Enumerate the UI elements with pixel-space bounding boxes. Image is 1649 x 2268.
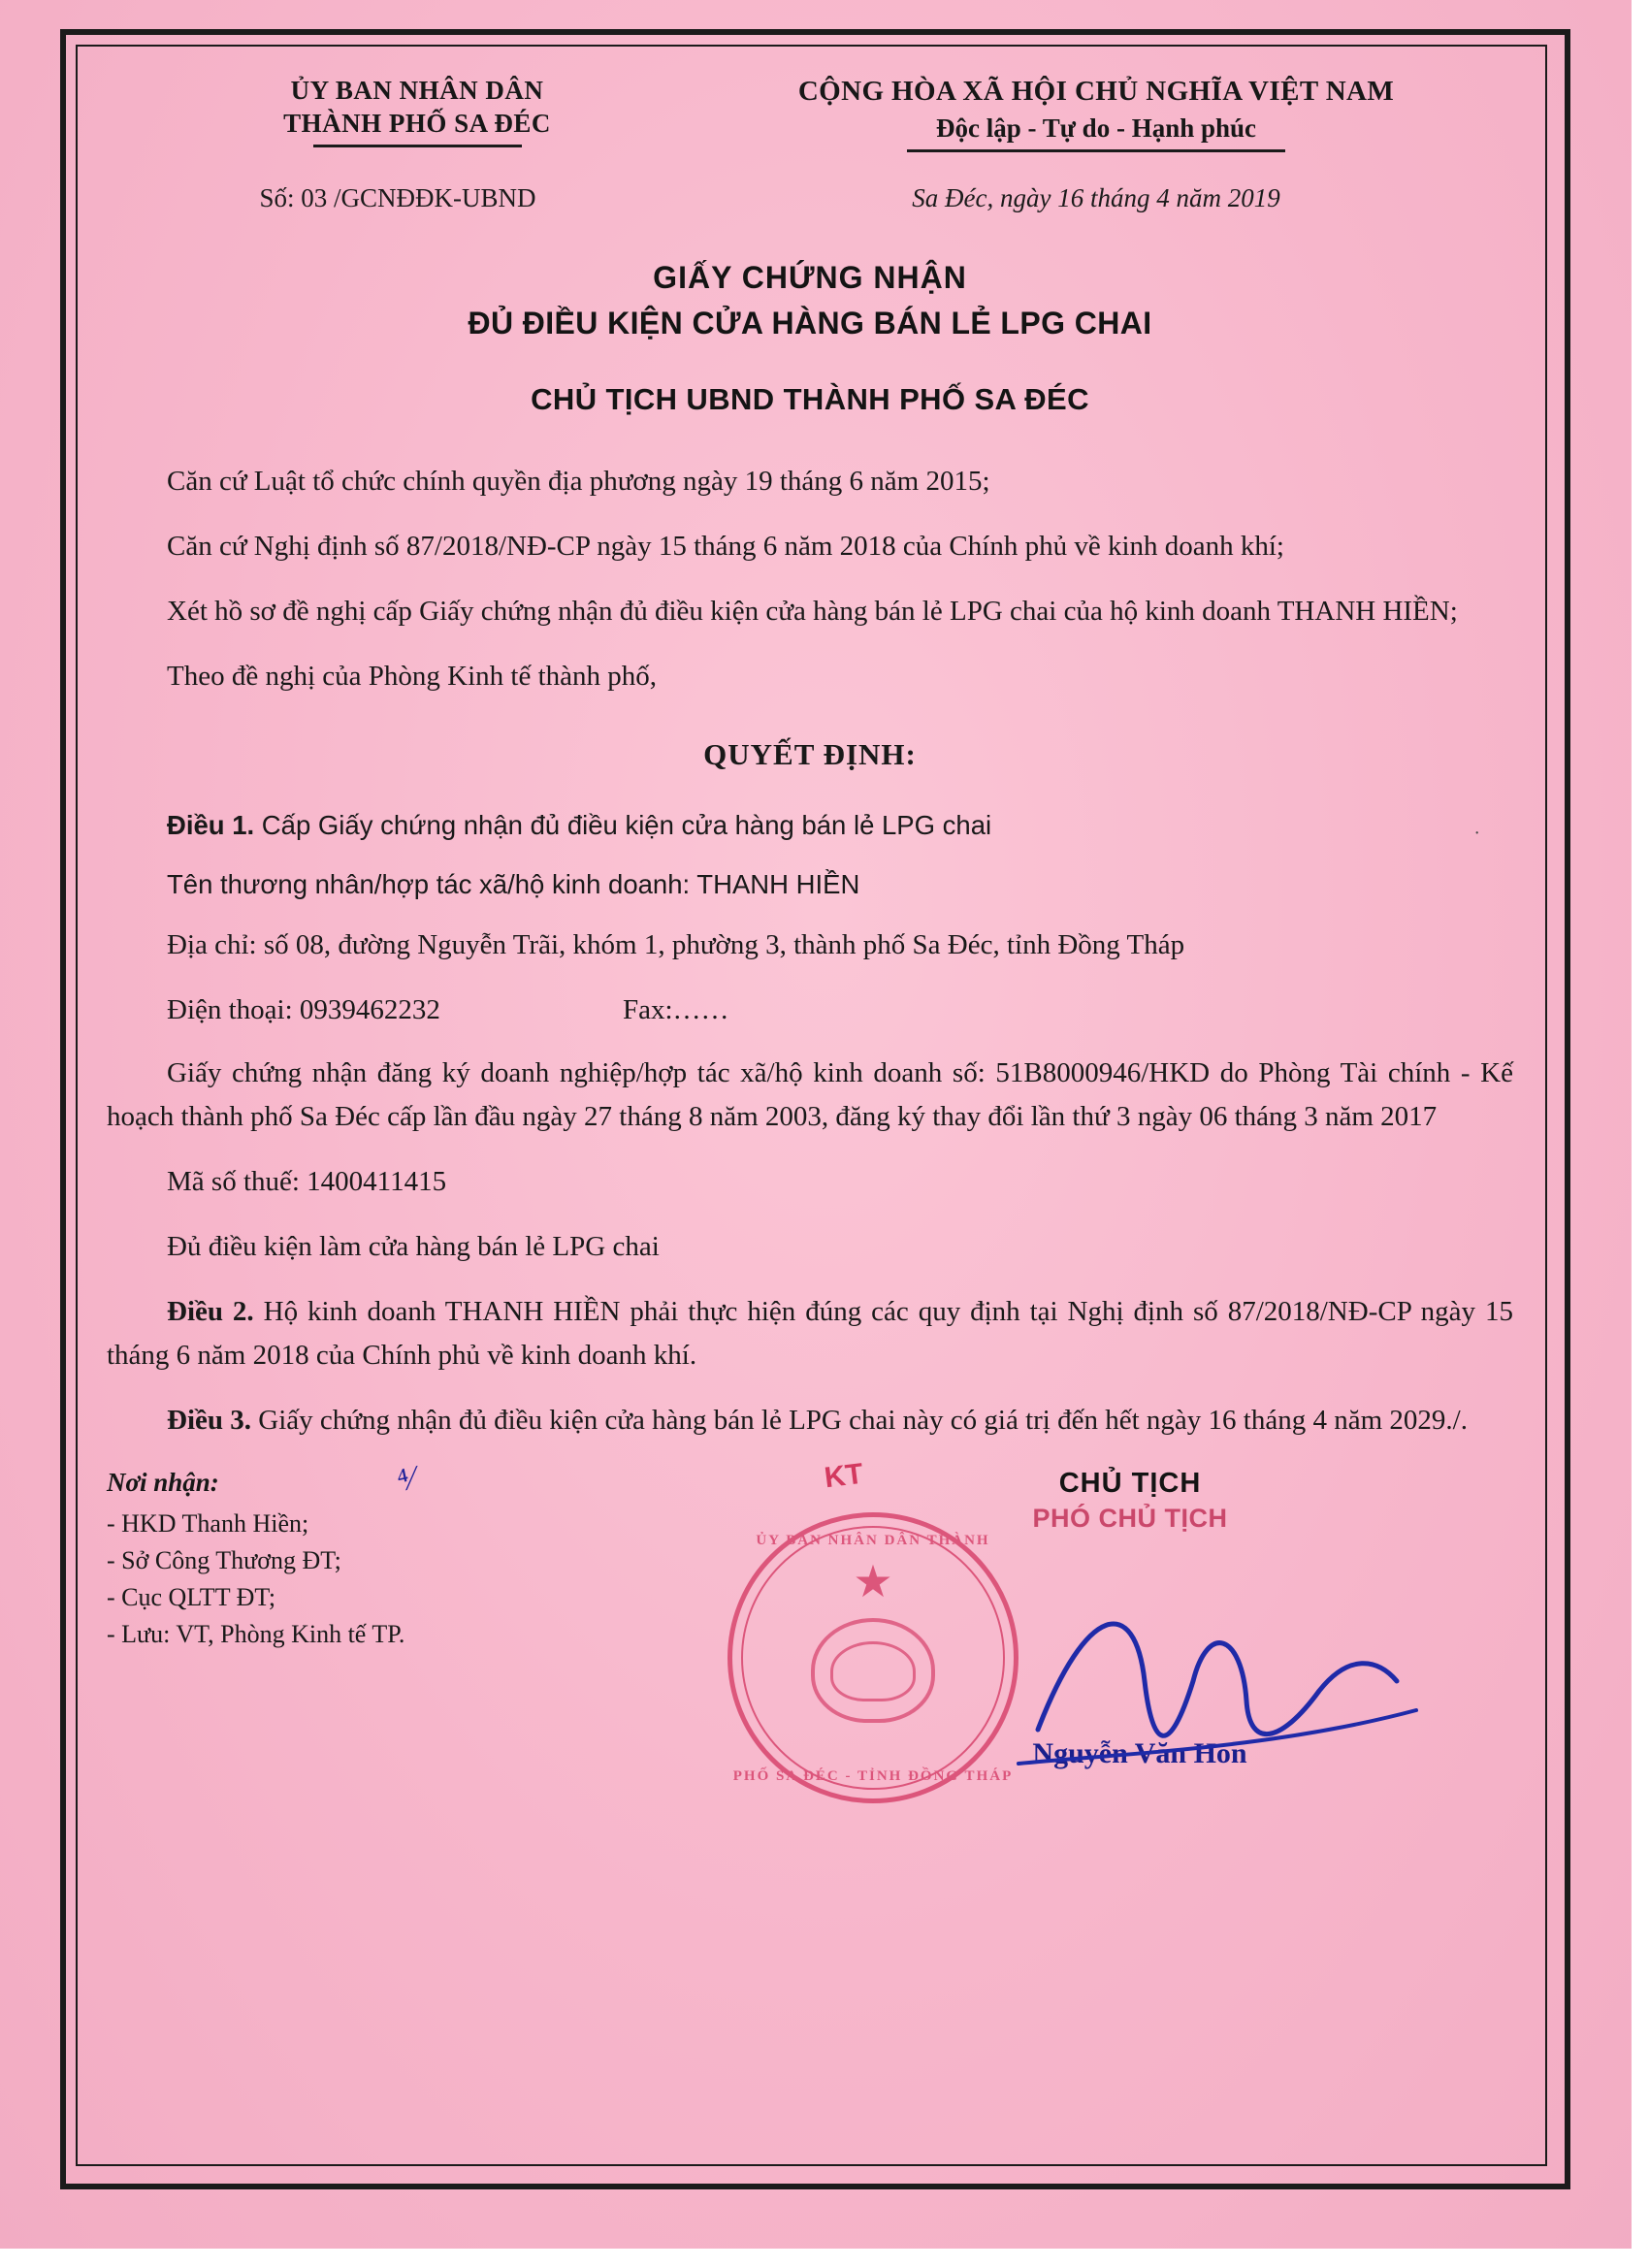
list-item: - Cục QLTT ĐT; [107, 1582, 276, 1611]
seal-text-top: ỦY BAN NHÂN DÂN THÀNH [756, 1532, 990, 1548]
article-2-text: Hộ kinh doanh THANH HIỀN phải thực hiện đúng các quy định tại Nghị định số 87/2018/NĐ-CP ngày 15 tháng 6 năm 2018 của Chính phủ về kinh doanh khí. [107, 1295, 1513, 1371]
preamble-2: Căn cứ Nghị định số 87/2018/NĐ-CP ngày 15 tháng 6 năm 2018 của Chính phủ về kinh doanh khí; [167, 530, 1284, 562]
nation-line-1: CỘNG HÒA XÃ HỘI CHỦ NGHĨA VIỆT NAM [797, 76, 1395, 107]
seal-text-bottom: PHỐ SA ĐÉC - TỈNH ĐỒNG THÁP [732, 1767, 1014, 1784]
merchant-fax: Fax:…… [623, 994, 729, 1026]
business-registration: Giấy chứng nhận đăng ký doanh nghiệp/hợp tác xã/hộ kinh doanh số: 51B8000946/HKD do Phòng Tài chính - Kế hoạch thành phố Sa Đéc cấp lần đầu ngày 27 tháng 8 năm 2003, đăng ký thay đổi lần thứ 3 ngày 06 tháng 3 năm 2017 [107, 1057, 1513, 1133]
document-number: Số: 03 /GCNĐĐK-UBND [259, 183, 536, 212]
national-emblem-icon [811, 1618, 935, 1723]
recipients-title: Nơi nhận: [107, 1467, 219, 1497]
list-item: - Lưu: VT, Phòng Kinh tế TP. [107, 1619, 405, 1648]
org-line-1: ỦY BAN NHÂN DÂN [290, 76, 544, 105]
star-icon: ★ [853, 1556, 893, 1606]
issuing-organization [107, 76, 669, 147]
merchant-name: Tên thương nhân/hợp tác xã/hộ kinh doanh: THANH HIỀN [167, 869, 860, 900]
list-item: - HKD Thanh Hiền; [107, 1508, 309, 1538]
article-1-label: Điều 1. [167, 809, 255, 840]
scan-edge-right [1632, 0, 1649, 2268]
contact-row [107, 988, 1513, 1032]
national-heading [669, 76, 1513, 152]
article-3-text: Giấy chứng nhận đủ điều kiện cửa hàng bán lẻ LPG chai này có giá trị đến hết ngày 16 tháng 4 năm 2029./. [251, 1404, 1468, 1436]
article-3 [107, 1399, 1513, 1442]
document-content [107, 64, 1513, 2140]
signer-name: Nguyễn Văn Hon [1032, 1736, 1247, 1769]
article-1-text: Cấp Giấy chứng nhận đủ điều kiện cửa hàng bán lẻ LPG chai [254, 809, 992, 840]
signature-block [708, 1457, 1513, 1784]
article-3-label: Điều 3. [167, 1404, 251, 1436]
list-item: - Sở Công Thương ĐT; [107, 1545, 341, 1574]
recipients-block [107, 1460, 708, 1770]
article-2-label: Điều 2. [167, 1295, 254, 1327]
header-rule-left [313, 145, 522, 147]
nation-line-2: Độc lập - Tự do - Hạnh phúc [935, 113, 1257, 143]
document-subheader [107, 183, 1513, 213]
issuing-authority: CHỦ TỊCH UBND THÀNH PHỐ SA ĐÉC [531, 382, 1089, 416]
preamble-1: Căn cứ Luật tổ chức chính quyền địa phương ngày 19 tháng 6 năm 2015; [167, 466, 990, 497]
document-footer [107, 1457, 1513, 1784]
page-subtitle: ĐỦ ĐIỀU KIỆN CỬA HÀNG BÁN LẺ LPG CHAI [468, 306, 1152, 340]
merchant-phone: Điện thoại: 0939462232 [167, 994, 440, 1026]
signer-title: CHỦ TỊCH [1058, 1467, 1202, 1499]
article-1 [107, 805, 1513, 845]
org-line-2: THÀNH PHỐ SA ĐÉC [283, 109, 551, 138]
scan-artifact: · [1473, 823, 1480, 844]
qualification-statement: Đủ điều kiện làm cửa hàng bán lẻ LPG chai [167, 1230, 660, 1262]
preamble-3: Xét hồ sơ đề nghị cấp Giấy chứng nhận đủ điều kiện cửa hàng bán lẻ LPG chai của hộ kinh doanh THANH HIỀN; [167, 595, 1458, 627]
preamble-4: Theo đề nghị của Phòng Kinh tế thành phố, [167, 660, 657, 692]
document-date: Sa Đéc, ngày 16 tháng 4 năm 2019 [912, 183, 1280, 212]
title-block [107, 260, 1513, 341]
recipients-list [107, 1506, 708, 1653]
decision-keyword: QUYẾT ĐỊNH: [703, 736, 917, 771]
tax-code: Mã số thuế: 1400411415 [167, 1166, 447, 1198]
document-header [107, 64, 1513, 152]
merchant-address: Địa chỉ: số 08, đường Nguyễn Trãi, khóm 1, phường 3, thành phố Sa Đéc, tỉnh Đồng Tháp [167, 929, 1185, 961]
header-rule-right [907, 149, 1285, 152]
page-title: GIẤY CHỨNG NHẬN [653, 260, 967, 295]
document-body [107, 460, 1513, 1442]
article-2 [107, 1290, 1513, 1377]
official-seal [728, 1512, 1018, 1803]
handwritten-mark: ⁴∕ [394, 1460, 419, 1500]
signer-subtitle: PHÓ CHỦ TỊCH [1032, 1503, 1228, 1533]
kt-annotation: KT [823, 1457, 865, 1495]
scan-edge-bottom [0, 2249, 1649, 2268]
